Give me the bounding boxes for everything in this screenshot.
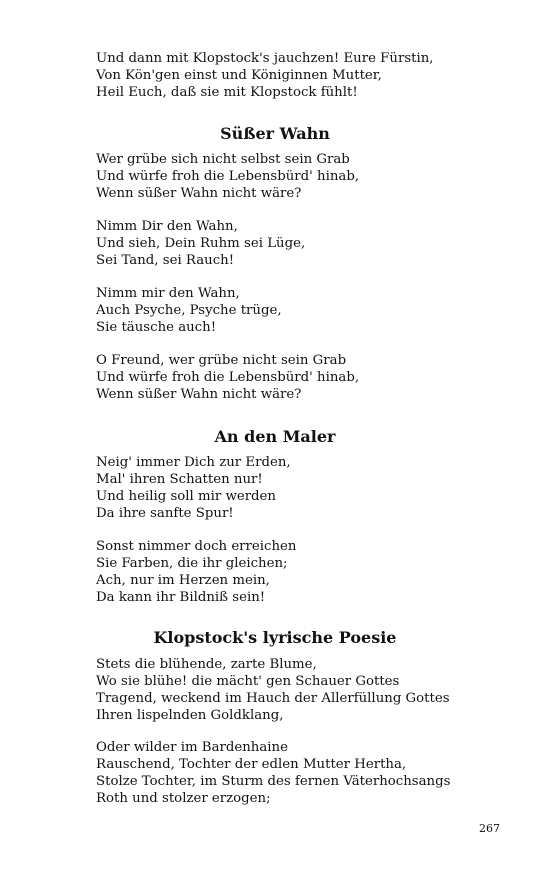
poem-title: Klopstock's lyrische Poesie: [153, 628, 397, 647]
verse-line: Neig' immer Dich zur Erden,: [96, 455, 291, 470]
poem-stanza: [96, 218, 516, 269]
verse-line: Roth und stolzer erzogen;: [96, 791, 271, 806]
verse-line: Und würfe froh die Lebensbürd' hinab,: [96, 370, 360, 385]
verse-line: Da ihre sanfte Spur!: [96, 506, 234, 521]
verse-line: Stets die blühende, zarte Blume,: [96, 657, 317, 672]
verse-line: Nimm Dir den Wahn,: [96, 219, 238, 234]
verse-line: Sonst nimmer doch erreichen: [96, 539, 297, 554]
verse-line: Wenn süßer Wahn nicht wäre?: [96, 186, 302, 201]
poem-stanza: [96, 352, 516, 403]
verse-line: Stolze Tochter, im Sturm des fernen Väterhochsangs: [96, 774, 451, 789]
poem-title: Süßer Wahn: [220, 124, 330, 143]
poem-stanza: [96, 656, 516, 724]
verse-line: Wenn süßer Wahn nicht wäre?: [96, 387, 302, 402]
poem-stanza: [96, 739, 516, 807]
verse-line: Heil Euch, daß sie mit Klopstock fühlt!: [96, 85, 358, 100]
verse-line: Und sieh, Dein Ruhm sei Lüge,: [96, 236, 306, 251]
verse-line: Wo sie blühe! die mächt' gen Schauer Gottes: [96, 674, 400, 689]
verse-line: Ihren lispelnden Goldklang,: [96, 708, 284, 723]
poem-stanza: [96, 151, 516, 202]
verse-line: Sie Farben, die ihr gleichen;: [96, 556, 288, 571]
verse-line: Und heilig soll mir werden: [96, 489, 276, 504]
poem-stanza: [96, 454, 516, 522]
verse-line: Sie täusche auch!: [96, 320, 217, 335]
verse-line: Da kann ihr Bildniß sein!: [96, 590, 266, 605]
verse-line: Tragend, weckend im Hauch der Allerfüllung Gottes: [96, 691, 450, 706]
verse-line: Nimm mir den Wahn,: [96, 286, 240, 301]
verse-line: Sei Tand, sei Rauch!: [96, 253, 235, 268]
verse-line: Und würfe froh die Lebensbürd' hinab,: [96, 169, 360, 184]
verse-line: Wer grübe sich nicht selbst sein Grab: [96, 152, 350, 167]
poem-title: An den Maler: [214, 427, 336, 446]
verse-line: Und dann mit Klopstock's jauchzen! Eure Fürstin,: [96, 51, 434, 66]
page-number: 267: [479, 822, 500, 835]
verse-line: Ach, nur im Herzen mein,: [96, 573, 270, 588]
verse-line: Rauschend, Tochter der edlen Mutter Hertha,: [96, 757, 407, 772]
verse-line: Auch Psyche, Psyche trüge,: [96, 303, 282, 318]
verse-line: Mal' ihren Schatten nur!: [96, 472, 263, 487]
intro-stanza: [96, 50, 516, 101]
verse-line: O Freund, wer grübe nicht sein Grab: [96, 353, 347, 368]
poem-stanza: [96, 285, 516, 336]
poem-stanza: [96, 538, 516, 606]
verse-line: Oder wilder im Bardenhaine: [96, 740, 288, 755]
verse-line: Von Kön'gen einst und Königinnen Mutter,: [96, 68, 382, 83]
